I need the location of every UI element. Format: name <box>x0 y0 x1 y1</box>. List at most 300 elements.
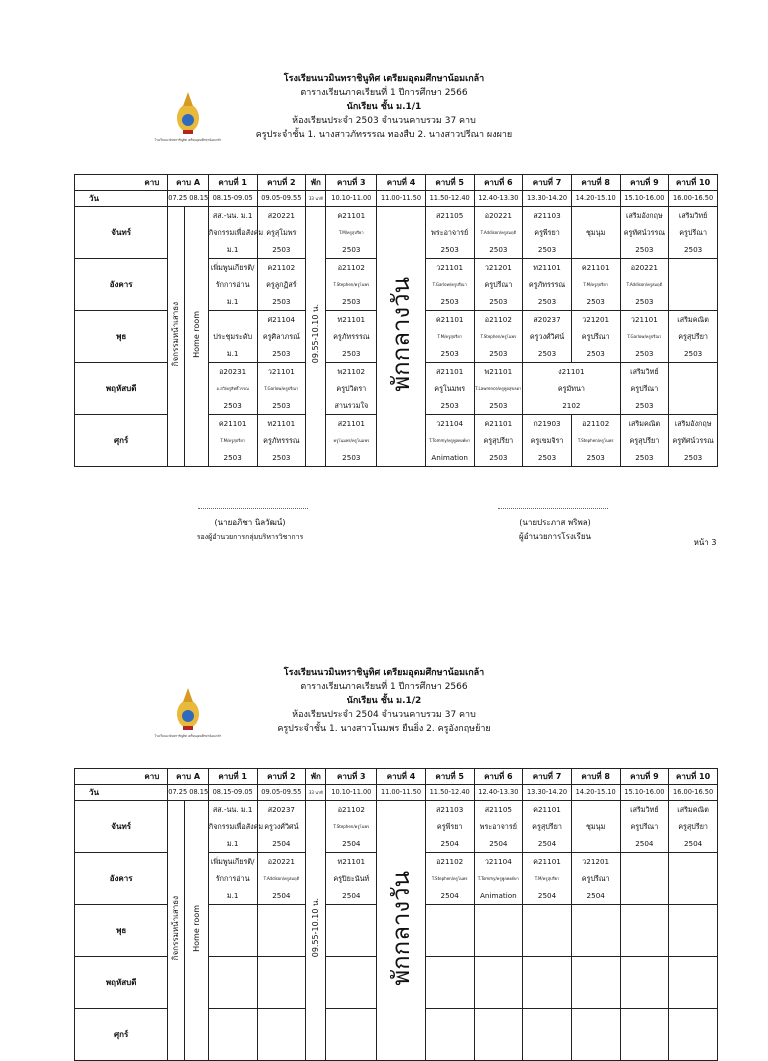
cell-p10-line: ครูทัศน์วรรณ <box>672 436 714 445</box>
cell-p6 <box>474 259 523 311</box>
cell-p3 <box>326 801 377 853</box>
cell-p6 <box>474 957 523 1009</box>
cell-p6-line: Animation <box>480 891 517 900</box>
page-header <box>0 72 768 142</box>
cell-p7 <box>523 1009 572 1061</box>
cell-p10-line: 2504 <box>683 839 703 848</box>
cell-p6-line <box>475 957 523 974</box>
cell-p10-line: เสริมอังกฤษ <box>674 419 712 428</box>
cell-p10-line: 2503 <box>683 349 703 358</box>
cell-p6-line: 2503 <box>489 349 508 358</box>
cell-p3-line: 2503 <box>342 245 361 254</box>
cell-p8-line: T.Stephen/ครูโนพร <box>577 438 614 443</box>
header-p3: คาบที่ 3 <box>326 175 377 191</box>
advisors-line: ครูประจำชั้น 1. นางสาวภัทรรรณ ทองสืบ 2. นางสาวปรีณา ผงผาย <box>255 130 513 140</box>
cell-p10 <box>669 415 718 467</box>
cell-p1 <box>208 905 257 957</box>
time-p4: 11.00-11.50 <box>377 785 426 801</box>
cell-p1 <box>208 1009 257 1061</box>
cell-p9 <box>620 311 669 363</box>
cell-p5-line: 2504 <box>440 839 459 848</box>
cell-p5 <box>425 259 474 311</box>
cell-p3-line: อ21102 <box>337 263 365 272</box>
cell-p7-line: 2503 <box>537 297 557 306</box>
cell-p2-line <box>258 922 306 939</box>
cell-p2-line: อ20221 <box>267 857 295 866</box>
cell-p10-line <box>669 957 717 974</box>
break-column <box>306 207 326 467</box>
cell-p7-line <box>523 905 571 922</box>
cell-p5-line: ว21101 <box>436 263 464 272</box>
cell-p7-line: 2503 <box>537 245 557 254</box>
cell-p8-line <box>572 957 620 974</box>
cell-p9-line: 2503 <box>635 297 654 306</box>
cell-p1-line: ประชุมระดับ <box>213 332 253 341</box>
cell-p6-line <box>475 922 523 939</box>
cell-p9-line: 2503 <box>635 401 654 410</box>
cell-p8 <box>571 905 620 957</box>
cell-p3-line <box>326 974 376 991</box>
day-label: จันทร์ <box>75 801 168 853</box>
cell-p2-line <box>258 1026 306 1043</box>
cell-p7-line: ครูวงศ์วิศน์ <box>529 332 565 341</box>
cell-p6 <box>474 415 523 467</box>
cell-p6-line <box>475 1043 523 1060</box>
cell-p3-line: ท21101 <box>337 857 366 866</box>
header-p7: คาบที่ 7 <box>523 769 572 785</box>
cell-p1-line <box>209 905 257 922</box>
cell-p8-line: ว21201 <box>582 857 610 866</box>
flag-activity-label: กิจกรรมหน้าเสาธง <box>171 301 181 367</box>
cell-p10 <box>669 259 718 311</box>
time-p10: 16.00-16.50 <box>669 191 718 207</box>
cell-p6-line: 2503 <box>489 453 508 462</box>
time-p9: 15.10-16.00 <box>620 191 669 207</box>
cell-p7-line: ก21903 <box>533 419 561 428</box>
break-label: 09.55-10.10 น. <box>311 898 321 958</box>
cell-p7-line: ครูพีรยา <box>534 228 560 237</box>
cell-p1-line: รักการอ่าน <box>215 280 250 289</box>
time-break: 33 นาที <box>306 191 326 207</box>
cell-p1-line: 2503 <box>223 401 242 410</box>
cell-p5-line: ค21101 <box>435 315 464 324</box>
cell-p9-line: ครูปรีณา <box>630 822 659 831</box>
cell-p8 <box>571 853 620 905</box>
cell-p3-line: 2504 <box>342 839 361 848</box>
time-a: 07.25 08.15 <box>168 191 209 207</box>
cell-p5-line: ส21105 <box>436 211 464 220</box>
cell-p10-line <box>669 380 717 397</box>
cell-p1-line: ม.1 <box>226 839 239 848</box>
cell-p3-line <box>326 1009 376 1026</box>
cell-p10-line <box>669 1009 717 1026</box>
header-p5: คาบที่ 5 <box>425 769 474 785</box>
flag-activity-column <box>168 207 184 467</box>
cell-p6 <box>474 905 523 957</box>
cell-p10-line <box>669 905 717 922</box>
time-break: 33 นาที <box>306 785 326 801</box>
homeroom-column <box>184 801 208 1061</box>
lunch-label: พักกลางวัน <box>386 870 415 986</box>
cell-p3 <box>326 415 377 467</box>
cell-p10 <box>669 801 718 853</box>
signer-right-name: (นายประภาส พริพล) <box>519 518 591 527</box>
cell-p1 <box>208 259 257 311</box>
header-p9: คาบที่ 9 <box>620 769 669 785</box>
cell-p2-line: ค21102 <box>267 263 296 272</box>
cell-p2-line: 2504 <box>272 891 291 900</box>
cell-p9-line: T.Garlow/ครูปรีณา <box>627 334 662 339</box>
cell-p1-line <box>209 974 257 991</box>
cell-p9-line: 2503 <box>635 245 654 254</box>
time-p9: 15.10-16.00 <box>620 785 669 801</box>
lunch-column <box>377 801 426 1061</box>
header-period-a: คาบ A <box>168 175 209 191</box>
cell-p6-line: T.Lawrence/ครูพูลสุขลดา <box>475 386 522 391</box>
cell-p10-line <box>669 397 717 414</box>
cell-p2-line: ส20221 <box>267 211 295 220</box>
cell-p7-line: 2504 <box>537 891 557 900</box>
cell-p8-line <box>572 1026 620 1043</box>
cell-p9-line: 2504 <box>635 839 654 848</box>
cell-p1-line: T.M/ครูสุปรียา <box>220 438 245 443</box>
signature-left <box>180 516 320 544</box>
cell-p8-line <box>572 939 620 956</box>
cell-p10-line <box>669 1026 717 1043</box>
cell-p5 <box>425 363 474 415</box>
homeroom-label: Home room <box>191 310 201 358</box>
cell-p3-line: T.Stephen/ครูโนพร <box>333 824 370 829</box>
cell-p10-line <box>669 363 717 380</box>
cell-p1 <box>208 415 257 467</box>
signer-left-title: รองผู้อำนวยการกลุ่มบริหารวิชาการ <box>196 533 304 541</box>
cell-p3-line: 2503 <box>342 453 361 462</box>
cell-p1 <box>208 853 257 905</box>
cell-p6-line <box>475 905 523 922</box>
header-period: คาบ <box>75 769 168 785</box>
cell-p5-line <box>426 957 474 974</box>
time-p2: 09.05-09.55 <box>257 191 306 207</box>
cell-p2-line: 2503 <box>272 245 291 254</box>
cell-p10-line <box>669 922 717 939</box>
cell-p9-line <box>621 853 669 870</box>
cell-p2-line: ว21101 <box>267 367 295 376</box>
header-p2: คาบที่ 2 <box>257 175 306 191</box>
cell-p1-line: อ.สวิ/ครูสิทธิ์วรรณ <box>216 386 249 391</box>
cell-p10-line <box>669 293 717 310</box>
cell-p9-line <box>621 870 669 887</box>
cell-p3 <box>326 259 377 311</box>
cell-p6-line: ค21101 <box>484 419 513 428</box>
class-title: นักเรียน ชั้น ม.1/2 <box>346 696 422 706</box>
cell-p9-line <box>621 922 669 939</box>
cell-p2-line: 2503 <box>272 297 291 306</box>
cell-p5 <box>425 311 474 363</box>
cell-p6 <box>474 207 523 259</box>
header-period-a: คาบ A <box>168 769 209 785</box>
cell-p8-line <box>572 922 620 939</box>
cell-p3-line <box>326 939 376 956</box>
day-label: พฤหัสบดี <box>75 363 168 415</box>
cell-p7-line: T.M/ครูสุปรียา <box>534 876 560 881</box>
cell-p3-line: สานรวมใจ <box>334 401 369 410</box>
cell-p7 <box>523 853 572 905</box>
cell-p7-line: ครูสุปรียา <box>532 822 562 831</box>
cell-p7-line <box>523 991 571 1008</box>
signature-line-right <box>498 508 608 509</box>
cell-p5 <box>425 853 474 905</box>
header-break: พัก <box>306 769 326 785</box>
cell-p1-line <box>209 311 257 328</box>
cell-p10 <box>669 207 718 259</box>
cell-p5-line: 2503 <box>440 349 459 358</box>
cell-p2-line: 2503 <box>272 349 291 358</box>
cell-p6-line <box>475 939 523 956</box>
logo-caption: โรงเรียนนวมินทราชินูทิศ เตรียมอุดมศึกษาน้อมเกล้า <box>154 734 222 738</box>
header-p7: คาบที่ 7 <box>523 175 572 191</box>
time-p7: 13.30-14.20 <box>523 191 572 207</box>
cell-p10 <box>669 311 718 363</box>
page-header <box>0 666 768 736</box>
cell-p7-line <box>523 1026 571 1043</box>
cell-p10-line: เสริมคณิต <box>677 805 709 814</box>
cell-p7 <box>523 415 572 467</box>
cell-p6-line: ว21104 <box>484 857 512 866</box>
cell-p10-line: 2503 <box>683 245 703 254</box>
cell-p5-line: พระอาจารย์ <box>431 228 469 237</box>
cell-p1-line: อ20231 <box>219 367 247 376</box>
cell-p1-line: ค21101 <box>218 419 247 428</box>
cell-p6-line: ว21201 <box>484 263 512 272</box>
cell-p6-line: พ21101 <box>484 367 513 376</box>
day-row <box>75 207 718 259</box>
cell-p6-line: 2503 <box>489 245 508 254</box>
header-p4: คาบที่ 4 <box>377 175 426 191</box>
cell-p10-line: ครูสุปรียา <box>678 332 708 341</box>
cell-p5 <box>425 905 474 957</box>
cell-p8 <box>571 311 620 363</box>
cell-p10 <box>669 905 718 957</box>
cell-p6-line: 2503 <box>489 297 508 306</box>
cell-p2-line <box>258 905 306 922</box>
cell-p8 <box>571 415 620 467</box>
day-row <box>75 801 718 853</box>
cell-p1-line <box>209 1043 257 1060</box>
cell-p9-line <box>621 957 669 974</box>
logo-caption: โรงเรียนนวมินทราชินูทิศ เตรียมอุดมศึกษาน้อมเกล้า <box>154 138 222 142</box>
cell-p6-line: อ21102 <box>484 315 512 324</box>
cell-p5 <box>425 1009 474 1061</box>
time-p1: 08.15-09.05 <box>208 191 257 207</box>
cell-p1-line <box>209 939 257 956</box>
cell-p5-line: ครูโนมพร <box>434 384 466 393</box>
cell-p5-line <box>426 1043 474 1060</box>
cell-p5-line: T.Stephen/ครูโนพร <box>431 876 468 881</box>
cell-p1-line: กิจกรรมเพื่อสังคม <box>208 228 264 237</box>
cell-p8-line: ครูปรีณา <box>581 874 610 883</box>
cell-p10-line <box>669 853 717 870</box>
cell-p2 <box>257 1009 306 1061</box>
cell-p2-line <box>258 1009 306 1026</box>
flag-activity-label: กิจกรรมหน้าเสาธง <box>171 895 181 961</box>
cell-p8-line: อ21102 <box>582 419 610 428</box>
cell-p1-line <box>209 1009 257 1026</box>
cell-p6-line: 2503 <box>489 401 508 410</box>
cell-p6-line <box>475 991 523 1008</box>
day-label: ศุกร์ <box>75 1009 168 1061</box>
cell-p9-line: เสริมอังกฤษ <box>626 211 663 220</box>
cell-p5-line: Animation <box>431 453 468 462</box>
cell-p2-line: ศ21104 <box>267 315 296 324</box>
cell-p2 <box>257 957 306 1009</box>
cell-p6 <box>474 1009 523 1061</box>
cell-p5-line <box>426 1009 474 1026</box>
school-name: โรงเรียนนวมินทราชินูทิศ เตรียมอุดมศึกษาน้อมเกล้า <box>283 74 485 84</box>
lunch-column <box>377 207 426 467</box>
cell-p1 <box>208 801 264 853</box>
cell-p8-line: T.M/ครูสุปรียา <box>583 282 608 287</box>
time-p8: 14.20-15.10 <box>571 191 620 207</box>
cell-p10-line <box>669 259 717 276</box>
cell-p2-line <box>258 957 306 974</box>
cell-p2-line <box>258 991 306 1008</box>
cell-p1-line: กิจกรรมเพื่อสังคม <box>208 822 264 831</box>
room-line: ห้องเรียนประจำ 2504 จำนวนคาบรวม 37 คาบ <box>292 710 476 720</box>
day-label: อังคาร <box>75 259 168 311</box>
header-p10: คาบที่ 10 <box>669 175 718 191</box>
header-p10: คาบที่ 10 <box>669 769 718 785</box>
cell-p9-line <box>621 1009 669 1026</box>
time-p7: 13.30-14.20 <box>523 785 572 801</box>
cell-p8-line <box>572 991 620 1008</box>
cell-p10-line <box>669 991 717 1008</box>
page-number: หน้า 3 <box>693 538 717 547</box>
cell-p9-line: 2503 <box>635 349 654 358</box>
header-p3: คาบที่ 3 <box>326 769 377 785</box>
cell-p5-line: ส21103 <box>436 805 464 814</box>
cell-p10 <box>669 957 718 1009</box>
cell-p9-line <box>621 1026 669 1043</box>
time-p5: 11.50-12.40 <box>425 191 474 207</box>
cell-p5-line <box>426 1026 474 1043</box>
cell-p9-line <box>621 939 669 956</box>
cell-p7-line: 2504 <box>537 839 557 848</box>
time-p1: 08.15-09.05 <box>208 785 257 801</box>
cell-p9-line <box>621 905 669 922</box>
cell-p9 <box>620 957 669 1009</box>
cell-p8-line <box>572 1043 620 1060</box>
cell-p8 <box>571 957 620 1009</box>
cell-p10-line <box>669 887 717 904</box>
cell-p2 <box>257 207 306 259</box>
class-title: นักเรียน ชั้น ม.1/1 <box>346 102 422 112</box>
time-p6: 12.40-13.30 <box>474 191 523 207</box>
cell-p3-line <box>326 957 376 974</box>
header-p8: คาบที่ 8 <box>571 769 620 785</box>
header-p5: คาบที่ 5 <box>425 175 474 191</box>
cell-p5-line: T.Tommy/ครูพูลพงค์ษา <box>429 438 471 443</box>
cell-p8-line: ชุมนุม <box>586 228 606 237</box>
cell-p1-line: เพิ่มพูนเกียรติ/ <box>210 857 255 866</box>
day-label: พฤหัสบดี <box>75 957 168 1009</box>
cell-p5-line <box>426 991 474 1008</box>
homeroom-label: Home room <box>191 904 201 952</box>
cell-p10-line: ครูปรีณา <box>679 228 707 237</box>
cell-p10 <box>669 363 718 415</box>
cell-p2-line: ครูภัทรรรณ <box>263 436 300 445</box>
cell-p1 <box>208 957 257 1009</box>
cell-p8-line: ค21101 <box>581 263 610 272</box>
cell-p3-line: อ21102 <box>337 805 365 814</box>
header-p2: คาบที่ 2 <box>257 769 306 785</box>
day-label: อังคาร <box>75 853 168 905</box>
cell-p2-line: ท21101 <box>267 419 296 428</box>
cell-p5-line <box>426 905 474 922</box>
time-p3: 10.10-11.00 <box>326 191 377 207</box>
time-p6: 12.40-13.30 <box>474 785 523 801</box>
cell-p5-line <box>426 974 474 991</box>
break-label: 09.55-10.10 น. <box>311 304 321 364</box>
lunch-label: พักกลางวัน <box>386 276 415 392</box>
timetable <box>74 174 718 467</box>
homeroom-column <box>184 207 208 467</box>
cell-p9 <box>620 905 669 957</box>
cell-p3 <box>326 853 377 905</box>
cell-p2-line: ครูลูกฏิสร์ <box>266 280 297 289</box>
cell-p2-line: ส20237 <box>267 805 295 814</box>
cell-p5-line: ครูพีรยา <box>436 822 463 831</box>
cell-p5-line: 2504 <box>440 891 459 900</box>
day-label: จันทร์ <box>75 207 168 259</box>
cell-p7-line <box>523 939 571 956</box>
cell-p5-line: T.Garlow/ครูปรีณา <box>432 282 467 287</box>
cell-p8 <box>571 1009 620 1061</box>
cell-p10-line: เสริมคณิต <box>677 315 709 324</box>
header-day: วัน <box>75 191 168 207</box>
cell-p10-line: เสริมวิทย์ <box>678 211 708 220</box>
cell-p7-p8-line: ง21101 <box>558 367 585 376</box>
cell-p3-line <box>326 905 376 922</box>
cell-p8 <box>571 259 620 311</box>
cell-p8-line <box>572 974 620 991</box>
cell-p5-line: T.M/ครูสุปรียา <box>437 334 462 339</box>
term-line: ตารางเรียนภาคเรียนที่ 1 ปีการศึกษา 2566 <box>300 682 468 692</box>
time-p4: 11.00-11.50 <box>377 191 426 207</box>
cell-p7 <box>523 957 572 1009</box>
signature-line-left <box>198 508 308 509</box>
cell-p3-line <box>326 1043 376 1060</box>
header-p4: คาบที่ 4 <box>377 769 426 785</box>
cell-p9-line <box>621 887 669 904</box>
cell-p7 <box>523 207 572 259</box>
timetable <box>74 768 718 1061</box>
day-label: ศุกร์ <box>75 415 168 467</box>
cell-p7-p8-line: ครูมัทนา <box>557 384 585 393</box>
cell-p7-line: 2503 <box>537 453 557 462</box>
cell-p3-line: ครูปิยะนันท์ <box>333 874 370 883</box>
cell-p8 <box>571 801 620 853</box>
header-p9: คาบที่ 9 <box>620 175 669 191</box>
cell-p6-line: 2504 <box>489 839 508 848</box>
time-a: 07.25 08.15 <box>168 785 209 801</box>
cell-p9-line: ครูทัศน์วรรณ <box>623 228 666 237</box>
cell-p5 <box>425 801 474 853</box>
cell-p2-line: ครูวงศ์วิศน์ <box>264 822 299 831</box>
cell-p9 <box>620 415 669 467</box>
cell-p6 <box>474 363 523 415</box>
cell-p9 <box>620 259 669 311</box>
cell-p7-line: ครูภัทรรรณ <box>528 280 566 289</box>
